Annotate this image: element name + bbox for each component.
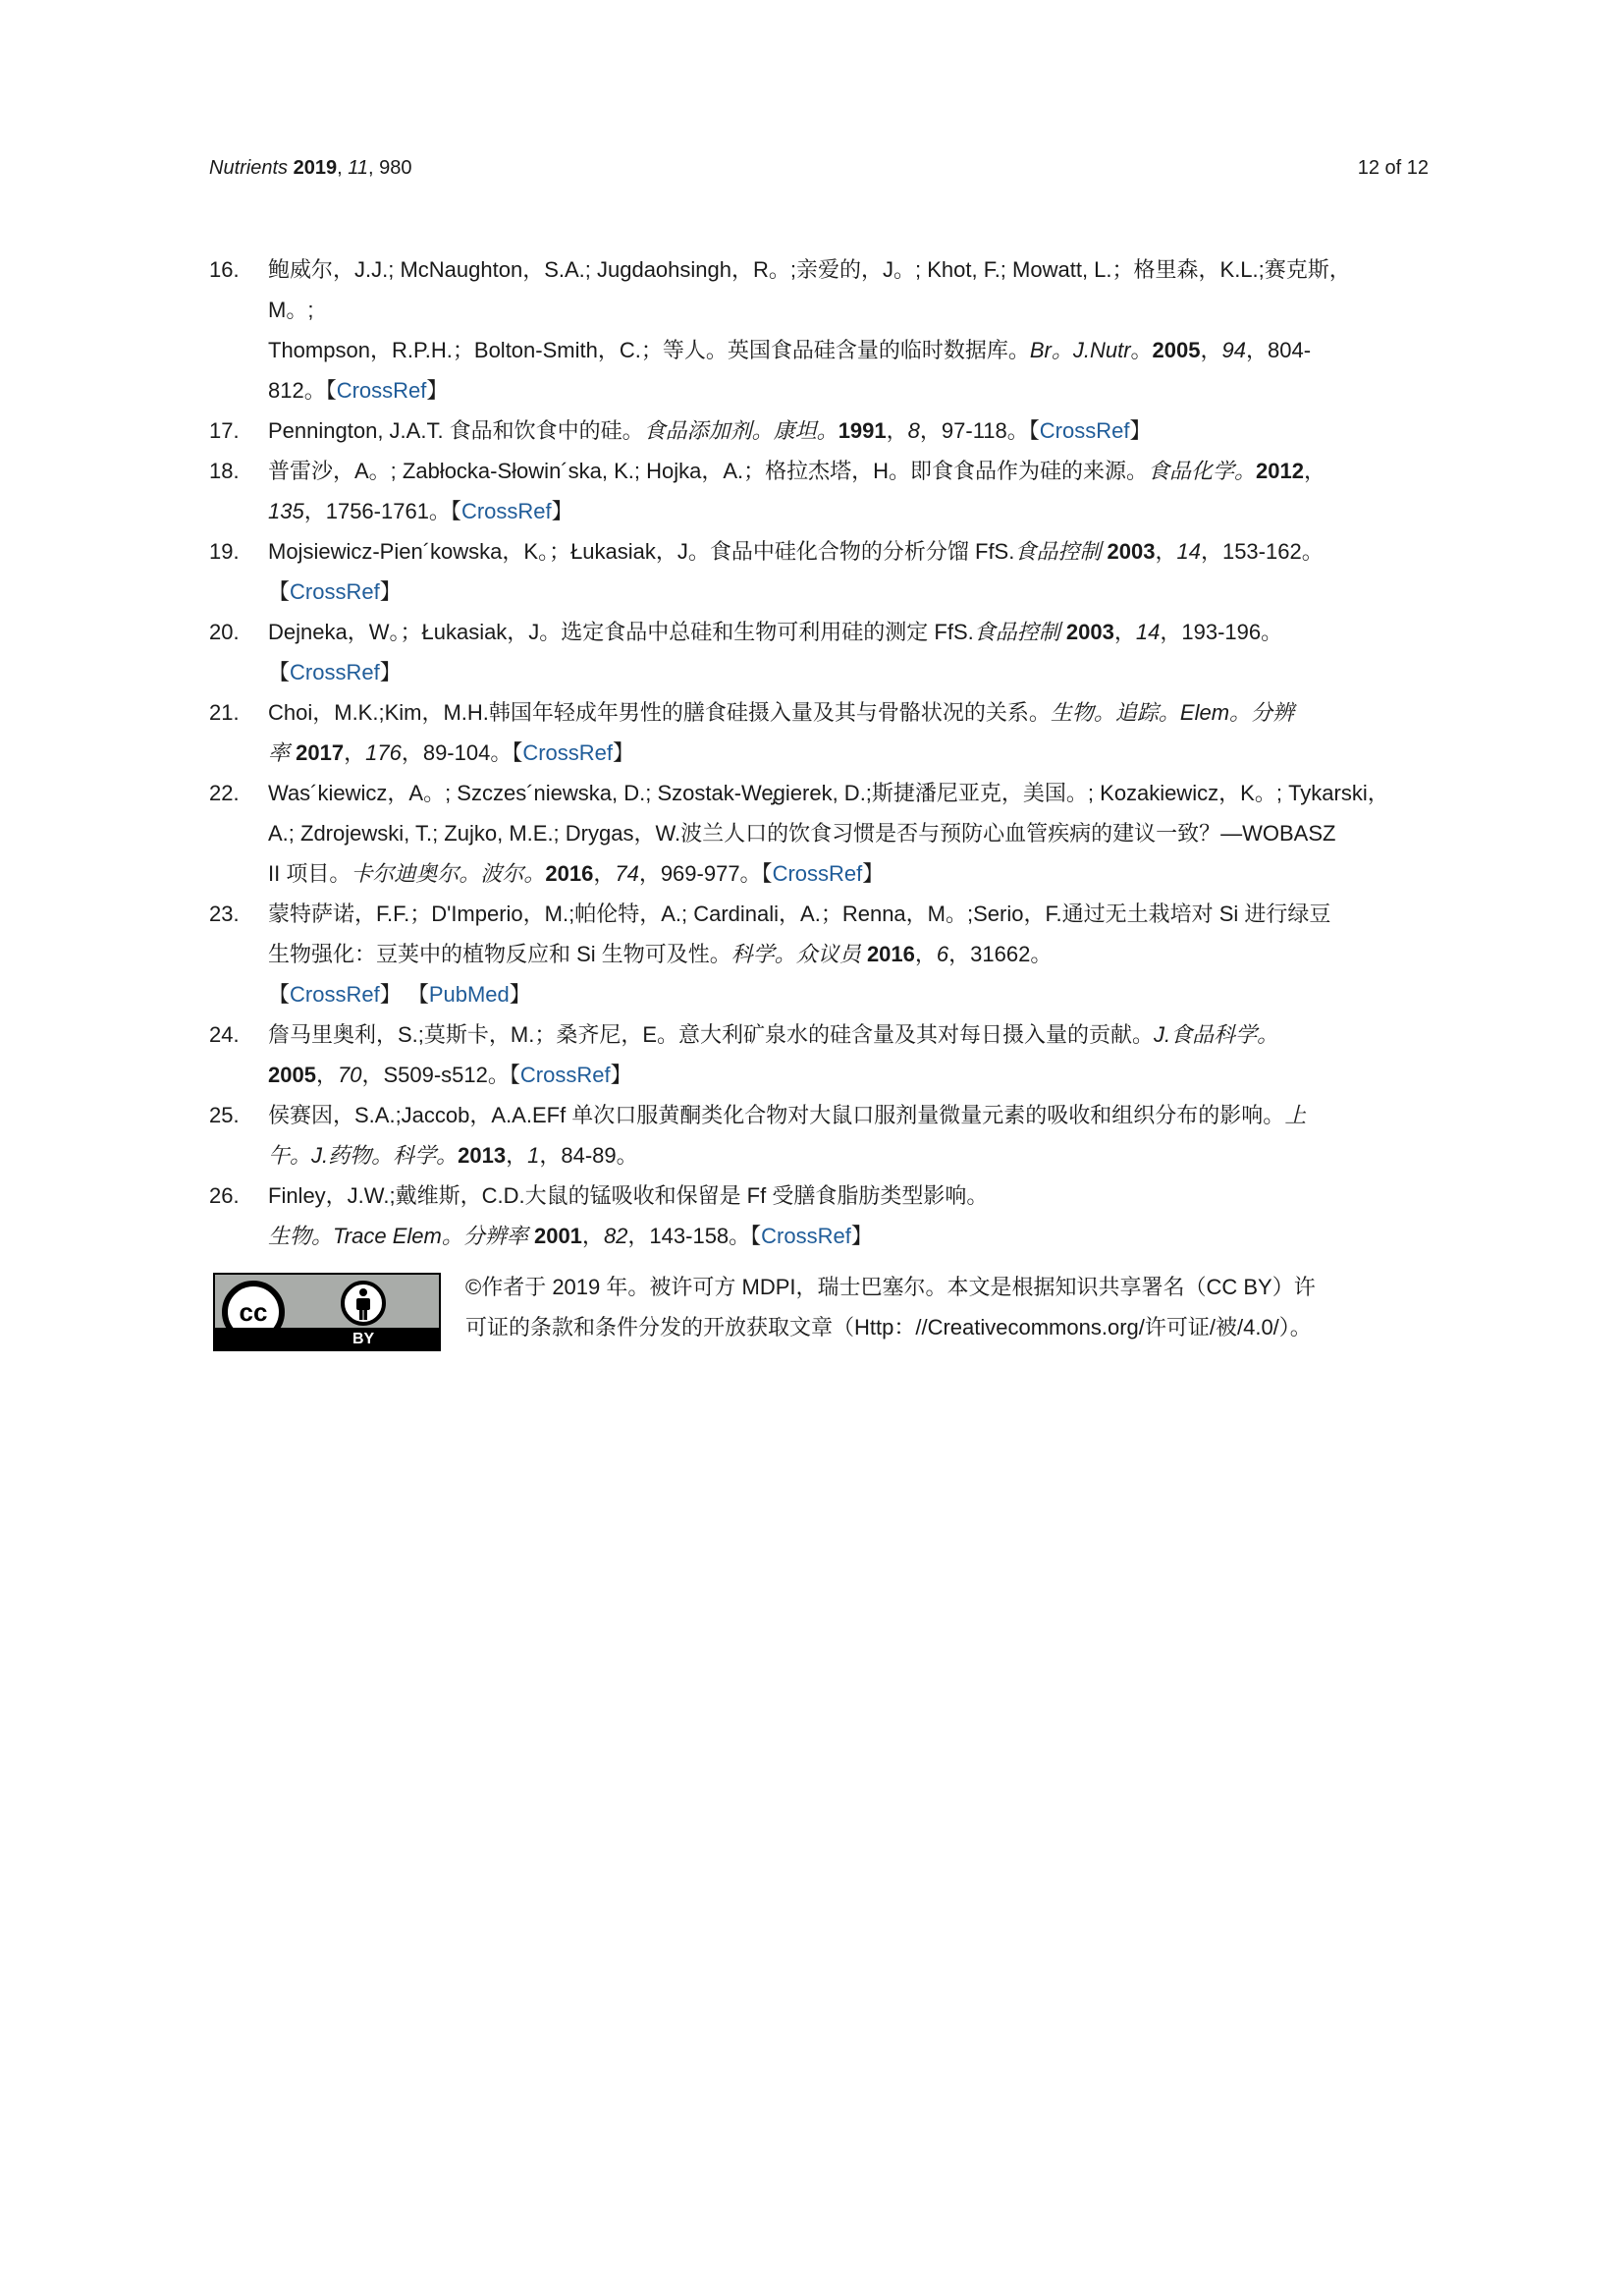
reference-segment: 侯赛因，S.A.;Jaccob，A.A.EFf 单次口服黄酮类化合物对大鼠口服剂量微量元素的吸收和组织分布的影响。 bbox=[268, 1103, 1285, 1127]
reference-number: 17. bbox=[209, 418, 240, 443]
reference-number: 16. bbox=[209, 257, 240, 282]
reference-number: 22. bbox=[209, 781, 240, 805]
reference-number: 18. bbox=[209, 459, 240, 483]
reference-line bbox=[268, 652, 1436, 692]
reference-segment: ，804- bbox=[1246, 338, 1312, 362]
pubmed-link[interactable]: PubMed bbox=[428, 982, 510, 1007]
reference-segment: ，1756-1761。【 bbox=[303, 499, 461, 523]
reference-item bbox=[209, 612, 1436, 692]
reference-text bbox=[268, 410, 1436, 451]
reference-segment: II 项目。 bbox=[268, 861, 352, 886]
reference-segment: ， bbox=[344, 740, 366, 765]
reference-italic-text: 食品控制 bbox=[973, 620, 1060, 644]
cc-icon: cc bbox=[222, 1281, 285, 1343]
journal-name: Nutrients bbox=[209, 157, 289, 179]
reference-segment: ，97-118。【 bbox=[919, 418, 1040, 443]
reference-italic-text: 率 bbox=[268, 740, 291, 765]
reference-segment: Thompson，R.P.H.；Bolton-Smith，C.；等人。英国食品硅含量的临时数据库。 bbox=[268, 338, 1030, 362]
badge-bottom-bar bbox=[215, 1328, 439, 1349]
reference-segment: Choi，M.K.;Kim，M.H.韩国年轻成年男性的膳食硅摄入量及其与骨骼状况的关系。 bbox=[268, 700, 1051, 725]
reference-segment: 蒙特萨诺，F.F.；D'Imperio，M.;帕伦特，A.; Cardinali，A.；Renna，M。;Serio，F.通过无土栽培对 Si 进行绿豆 bbox=[268, 902, 1331, 926]
reference-item bbox=[209, 531, 1436, 612]
reference-text bbox=[268, 894, 1436, 1014]
reference-segment: ， bbox=[315, 1063, 338, 1087]
reference-text bbox=[268, 612, 1436, 692]
license-block bbox=[213, 1267, 1440, 1355]
reference-item bbox=[209, 894, 1436, 1014]
reference-line bbox=[268, 1216, 1436, 1256]
reference-line bbox=[268, 692, 1436, 733]
reference-text bbox=[268, 451, 1436, 531]
reference-item bbox=[209, 451, 1436, 531]
by-label: BY bbox=[352, 1331, 375, 1347]
reference-year: 2013 bbox=[458, 1143, 507, 1168]
reference-number: 20. bbox=[209, 620, 240, 644]
reference-segment: ， bbox=[506, 1143, 528, 1168]
reference-number: 23. bbox=[209, 902, 240, 926]
reference-italic-text: 14 bbox=[1176, 539, 1201, 564]
reference-line bbox=[268, 1014, 1436, 1055]
reference-segment: 【 bbox=[268, 982, 291, 1007]
reference-segment: ， bbox=[1304, 459, 1326, 483]
reference-italic-text: 午。J.药物。科学。 bbox=[268, 1143, 459, 1168]
reference-line bbox=[268, 249, 1436, 290]
reference-segment: 812。【 bbox=[268, 378, 337, 403]
crossref-link[interactable]: CrossRef bbox=[290, 660, 380, 684]
reference-italic-text: 生物。追踪。Elem。分辨 bbox=[1050, 700, 1295, 725]
reference-line bbox=[268, 853, 1436, 894]
reference-italic-text: 14 bbox=[1135, 620, 1161, 644]
reference-line bbox=[268, 813, 1436, 853]
reference-line bbox=[268, 491, 1436, 531]
reference-item bbox=[209, 1014, 1436, 1095]
crossref-link[interactable]: CrossRef bbox=[336, 378, 427, 403]
crossref-link[interactable]: CrossRef bbox=[772, 861, 863, 886]
reference-segment: ，193-196。 bbox=[1160, 620, 1283, 644]
reference-item bbox=[209, 692, 1436, 773]
reference-line bbox=[268, 974, 1436, 1014]
reference-segment: 】 bbox=[379, 660, 402, 684]
reference-segment: 【 bbox=[268, 660, 291, 684]
reference-line bbox=[268, 1175, 1436, 1216]
reference-text bbox=[268, 249, 1436, 410]
reference-line bbox=[268, 894, 1436, 934]
reference-italic-text: 176 bbox=[365, 740, 402, 765]
reference-line bbox=[268, 290, 1436, 330]
reference-italic-text: 食品添加剂。康坦。 bbox=[643, 418, 839, 443]
reference-list bbox=[209, 249, 1436, 1256]
reference-segment: 】 bbox=[613, 740, 635, 765]
license-line: ©作者于 2019 年。被许可方 MDPI，瑞士巴塞尔。本文是根据知识共享署名（CC BY）许 bbox=[465, 1275, 1316, 1299]
reference-item bbox=[209, 1175, 1436, 1256]
reference-item bbox=[209, 249, 1436, 410]
reference-italic-text: 1 bbox=[527, 1143, 540, 1168]
reference-text bbox=[268, 692, 1436, 773]
reference-segment: ，31662。 bbox=[948, 942, 1053, 966]
reference-italic-text: J.食品科学。 bbox=[1154, 1022, 1279, 1047]
reference-segment: 普雷沙，A。; Zabłocka-Słowin´ska, K.; Hojka，A.；格拉杰塔，H。即食食品作为硅的来源。 bbox=[268, 459, 1149, 483]
reference-year: 2003 bbox=[1107, 539, 1156, 564]
reference-italic-text: 82 bbox=[603, 1224, 628, 1248]
reference-italic-text: 8 bbox=[907, 418, 920, 443]
page-number: 12 of 12 bbox=[1357, 157, 1429, 179]
reference-segment: ， bbox=[1155, 539, 1177, 564]
reference-year: 2017 bbox=[296, 740, 345, 765]
license-line: 可证的条款和条件分发的开放获取文章（Http：//Creativecommons.org/许可证/被/4.0/）。 bbox=[465, 1315, 1312, 1339]
reference-segment: ， bbox=[593, 861, 616, 886]
reference-line bbox=[268, 370, 1436, 410]
crossref-link[interactable]: CrossRef bbox=[290, 579, 380, 604]
reference-segment: ， bbox=[581, 1224, 604, 1248]
reference-segment: Was´kiewicz，A。; Szczes´niewska, D.; Szostak-We̡gierek, D.;斯捷潘尼亚克，美国。; Kozakiewicz，K。; Tykarski， bbox=[268, 781, 1389, 805]
reference-segment: Finley，J.W.;戴维斯，C.D.大鼠的锰吸收和保留是 Ff 受膳食脂肪类型影响。 bbox=[268, 1183, 989, 1208]
reference-number: 26. bbox=[209, 1183, 240, 1208]
reference-year: 2001 bbox=[533, 1224, 582, 1248]
reference-segment: ， bbox=[886, 418, 908, 443]
reference-segment: ，969-977。【 bbox=[638, 861, 773, 886]
reference-item bbox=[209, 410, 1436, 451]
reference-line bbox=[268, 572, 1436, 612]
crossref-link[interactable]: CrossRef bbox=[1039, 418, 1130, 443]
reference-year: 2016 bbox=[866, 942, 915, 966]
crossref-link[interactable]: CrossRef bbox=[290, 982, 380, 1007]
reference-line bbox=[268, 451, 1436, 491]
reference-segment: ，84-89。 bbox=[539, 1143, 638, 1168]
reference-segment: ， bbox=[1200, 338, 1222, 362]
license-text bbox=[465, 1267, 1447, 1347]
reference-year: 2005 bbox=[1152, 338, 1201, 362]
page-header: Nutrients 2019, 11, 980 12 of 12 bbox=[209, 157, 1429, 179]
reference-segment: 。 bbox=[1130, 338, 1153, 362]
reference-segment: ，143-158。【 bbox=[627, 1224, 762, 1248]
reference-line bbox=[268, 612, 1436, 652]
reference-text bbox=[268, 1014, 1436, 1095]
reference-segment: 【 bbox=[268, 579, 291, 604]
reference-segment: M。; bbox=[268, 298, 314, 322]
reference-segment: 】 bbox=[610, 1063, 632, 1087]
reference-italic-text: 食品化学。 bbox=[1148, 459, 1257, 483]
journal-volume: 11 bbox=[348, 157, 368, 179]
reference-italic-text: 70 bbox=[337, 1063, 362, 1087]
reference-segment: ， bbox=[914, 942, 937, 966]
reference-year: 2005 bbox=[268, 1063, 316, 1087]
reference-year: 1991 bbox=[838, 418, 887, 443]
reference-segment: 】 bbox=[379, 579, 402, 604]
reference-segment: A.; Zdrojewski, T.; Zujko, M.E.; Drygas，W.波兰人口的饮食习惯是否与预防心血管疾病的建议一致？—WOBASZ bbox=[268, 821, 1336, 846]
reference-line bbox=[268, 1055, 1436, 1095]
reference-text bbox=[268, 1095, 1436, 1175]
reference-italic-text: 上 bbox=[1284, 1103, 1307, 1127]
reference-segment: 生物强化：豆荚中的植物反应和 Si 生物可及性。 bbox=[268, 942, 731, 966]
reference-segment: 】 bbox=[862, 861, 885, 886]
cc-by-license-badge[interactable] bbox=[213, 1273, 441, 1351]
attribution-person-icon bbox=[341, 1281, 386, 1326]
crossref-link[interactable]: CrossRef bbox=[460, 499, 552, 523]
reference-segment: 鲍威尔，J.J.; McNaughton，S.A.; Jugdaohsingh，R。;亲爱的，J。; Khot, F.; Mowatt, L.；格里森，K.L.;赛克斯， bbox=[268, 257, 1351, 282]
crossref-link[interactable]: CrossRef bbox=[761, 1224, 851, 1248]
reference-italic-text: 生物。Trace Elem。分辨率 bbox=[268, 1224, 528, 1248]
reference-line bbox=[268, 410, 1436, 451]
reference-year: 2012 bbox=[1256, 459, 1304, 483]
reference-segment: 詹马里奥利，S.;莫斯卡，M.；桑齐尼，E。意大利矿泉水的硅含量及其对每日摄入量的贡献。 bbox=[268, 1022, 1155, 1047]
reference-italic-text: 食品控制 bbox=[1014, 539, 1102, 564]
reference-segment: Mojsiewicz-Pien´kowska，K。；Łukasiak，J。食品中硅化合物的分析分馏 FfS. bbox=[268, 539, 1015, 564]
reference-line bbox=[268, 330, 1436, 370]
reference-segment: ， bbox=[1113, 620, 1136, 644]
reference-segment: ，89-104。【 bbox=[401, 740, 523, 765]
reference-item bbox=[209, 1095, 1436, 1175]
reference-segment: 】 bbox=[426, 378, 449, 403]
reference-text bbox=[268, 1175, 1436, 1256]
reference-segment: 】 bbox=[509, 982, 531, 1007]
reference-line bbox=[268, 1135, 1436, 1175]
reference-italic-text: 卡尔迪奥尔。波尔。 bbox=[351, 861, 546, 886]
reference-italic-text: 135 bbox=[268, 499, 304, 523]
reference-italic-text: 6 bbox=[936, 942, 949, 966]
reference-text bbox=[268, 773, 1436, 894]
reference-number: 24. bbox=[209, 1022, 240, 1047]
crossref-link[interactable]: CrossRef bbox=[519, 1063, 611, 1087]
reference-italic-text: 74 bbox=[615, 861, 639, 886]
reference-segment: 】 bbox=[551, 499, 573, 523]
reference-number: 21. bbox=[209, 700, 240, 725]
reference-segment: 】 bbox=[850, 1224, 873, 1248]
reference-italic-text: Br。J.Nutr bbox=[1029, 338, 1131, 362]
reference-number: 25. bbox=[209, 1103, 240, 1127]
reference-segment: ，S509-s512。【 bbox=[361, 1063, 520, 1087]
journal-year: 2019 bbox=[293, 157, 338, 179]
reference-line bbox=[268, 934, 1436, 974]
reference-italic-text: 94 bbox=[1221, 338, 1246, 362]
reference-segment: Dejneka，W。；Łukasiak，J。选定食品中总硅和生物可利用硅的测定 FfS. bbox=[268, 620, 974, 644]
reference-segment: 】 【 bbox=[379, 982, 429, 1007]
reference-number: 19. bbox=[209, 539, 240, 564]
crossref-link[interactable]: CrossRef bbox=[522, 740, 614, 765]
reference-italic-text: 科学。众议员 bbox=[730, 942, 861, 966]
reference-line bbox=[268, 1095, 1436, 1135]
reference-line bbox=[268, 531, 1436, 572]
reference-text bbox=[268, 531, 1436, 612]
reference-line bbox=[268, 773, 1436, 813]
reference-segment: ，153-162。 bbox=[1200, 539, 1324, 564]
reference-item bbox=[209, 773, 1436, 894]
reference-year: 2016 bbox=[545, 861, 594, 886]
article-number: 980 bbox=[379, 157, 412, 179]
reference-line bbox=[268, 733, 1436, 773]
reference-year: 2003 bbox=[1065, 620, 1114, 644]
reference-segment: 】 bbox=[1129, 418, 1152, 443]
reference-segment: Pennington, J.A.T. 食品和饮食中的硅。 bbox=[268, 418, 644, 443]
